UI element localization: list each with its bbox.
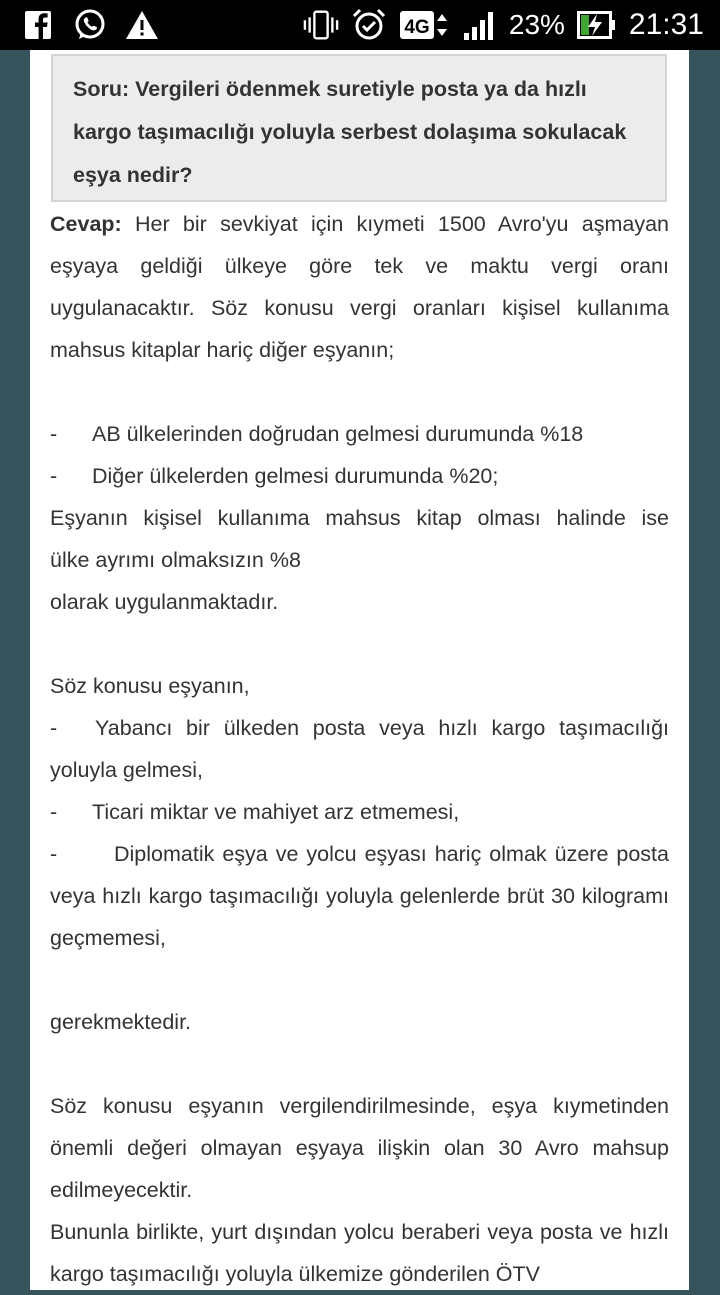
spacer xyxy=(50,371,669,413)
list-item: - Yabancı bir ülkeden posta veya hızlı kargo taşımacılığı yoluyla gelmesi, xyxy=(50,716,669,782)
answer-intro xyxy=(50,203,669,371)
vibrate-icon xyxy=(303,7,339,43)
conditions-intro: Söz konusu eşyanın, xyxy=(50,674,250,698)
list-item: - Diplomatik eşya ve yolcu eşyası hariç olmak üzere posta veya hızlı kargo taşımacılığı yoluyla gelenlerde brüt 30 kilogramı geçmemesi, xyxy=(50,842,669,950)
alarm-icon xyxy=(351,7,387,43)
deduction-text: Söz konusu eşyanın vergilendirilmesinde, eşya kıymetinden önemli değeri olmayan eşyaya ilişkin olan 30 Avro mahsup edilmeyecektir. xyxy=(50,1094,669,1202)
spacer xyxy=(50,959,669,1001)
network-4g-icon xyxy=(399,7,449,43)
spacer xyxy=(50,1043,669,1085)
facebook-icon xyxy=(20,7,56,43)
warning-icon xyxy=(124,7,160,43)
list-item: - Diğer ülkelerden gelmesi durumunda %20; xyxy=(50,464,499,488)
book-line-3: olarak uygulanmaktadır. xyxy=(50,590,279,614)
spacer xyxy=(50,623,669,665)
battery-charging-icon xyxy=(577,7,617,43)
answer-intro-text: Her bir sevkiyat için kıymeti 1500 Avro'yu aşmayan eşyaya geldiği ülkeye göre tek ve maktu vergi oranı uygulanacaktır. Söz konusu vergi oranları kişisel kullanıma mahsus kitaplar hariç diğer eşyanın; xyxy=(50,212,669,362)
question-box xyxy=(51,54,667,202)
signal-icon xyxy=(461,7,497,43)
answer-body xyxy=(50,203,669,1295)
content-card xyxy=(30,50,689,1290)
status-bar xyxy=(0,0,720,50)
whatsapp-icon xyxy=(72,7,108,43)
svg-text:4G: 4G xyxy=(404,17,430,38)
book-line-1: Eşyanın kişisel kullanıma mahsus kitap olması halinde ise xyxy=(50,506,669,530)
clock: 21:31 xyxy=(628,8,704,41)
book-line-2: ülke ayrımı olmaksızın %8 xyxy=(50,548,301,572)
list-item: - Ticari miktar ve mahiyet arz etmemesi, xyxy=(50,800,460,824)
last-paragraph: Bununla birlikte, yurt dışından yolcu beraberi veya posta ve hızlı kargo taşımacılığı yoluyla ülkemize gönderilen ÖTV xyxy=(50,1220,669,1286)
battery-percent: 23% xyxy=(508,9,565,40)
answer-label: Cevap: xyxy=(50,212,122,236)
list-item: - AB ülkelerinden doğrudan gelmesi durumunda %18 xyxy=(50,422,584,446)
required-text: gerekmektedir. xyxy=(50,1010,192,1034)
question-text: Soru: Vergileri ödenmek suretiyle posta ya da hızlı kargo taşımacılığı yoluyla serbest dolaşıma sokulacak eşya nedir? xyxy=(73,77,627,187)
